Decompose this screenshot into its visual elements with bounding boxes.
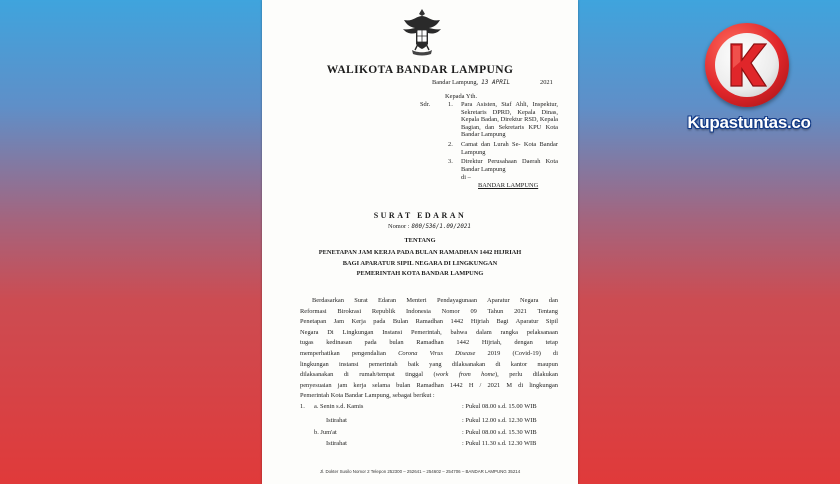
letter-place-date	[432, 79, 510, 86]
letter-page	[262, 0, 578, 484]
background-left-panel	[0, 0, 262, 484]
letter-k-logo-icon	[727, 42, 767, 88]
schedule-row	[262, 440, 578, 450]
body-line: tugas kedinasan pada bulan Ramadhan 1442 Hijriah, dengan tetap	[300, 339, 558, 347]
letter-heading: WALIKOTA BANDAR LAMPUNG	[326, 64, 514, 76]
schedule-label: a. Senin s.d. Kamis	[314, 403, 364, 410]
body-fragment: dilaksanakan di rumah/tempat tinggal (	[300, 371, 436, 379]
schedule-row	[262, 417, 578, 427]
addressee-number: 1.	[448, 101, 453, 108]
body-fragment: ), perlu dilakukan	[495, 371, 558, 379]
schedule-row	[262, 403, 578, 413]
kepada-label: Kepada Yth.	[445, 93, 478, 100]
subject-line: PENETAPAN JAM KERJA PADA BULAN RAMADHAN 1442 HIJRIAH	[318, 249, 522, 256]
schedule-label: Istirahat	[326, 440, 347, 447]
body-italic-fragment: work from home	[435, 371, 495, 379]
schedule-value: : Pukul 08.00 s.d. 15.00 WIB	[462, 403, 537, 410]
addressee-item	[448, 101, 558, 139]
circular-number	[388, 223, 471, 230]
addressee-item	[448, 158, 558, 173]
body-line: penyesuaian jam kerja selama bulan Ramadhan 1442 H / 2021 M di lingkungan	[300, 381, 558, 389]
body-italic-fragment: Corona Virus Disease	[398, 349, 476, 357]
body-line: lingkungan instansi pemerintah baik yang dilaksanakan di kantor maupun	[300, 360, 558, 368]
addressee-item	[448, 141, 558, 156]
schedule-value: : Pukul 08.00 s.d. 15.30 WIB	[462, 429, 537, 436]
schedule-number: 1.	[300, 403, 305, 410]
addressee-text: Para Asisten, Staf Ahli, Inspektur, Sekretaris DPRD, Kepala Dinas, Kepala Badan, Direktur RSD, Kepala Bagian, dan Sekretaris KPU Kota Bandar Lampung	[461, 101, 558, 139]
circular-title: SURAT EDARAN	[373, 211, 467, 220]
body-line: Berdasarkan Surat Edaran Menteri Pendayagunaan Aparatur Negara dan	[312, 297, 558, 304]
subject-block	[262, 248, 578, 280]
brand-name: Kupastuntas.co	[687, 113, 811, 132]
kupastuntas-logo	[705, 23, 789, 107]
body-paragraph	[300, 296, 558, 402]
tentang-label: TENTANG	[404, 237, 436, 244]
body-line: Negara Di Lingkungan Instansi Pemerintah, bahwa dalam rangka pelaksanaan	[300, 328, 558, 336]
handwritten-date: 13 APRIL	[481, 79, 511, 86]
body-line	[300, 349, 558, 360]
schedule-value: : Pukul 11.30 s.d. 12.30 WIB	[462, 440, 537, 447]
subject-line: PEMERINTAH KOTA BANDAR LAMPUNG	[356, 270, 484, 278]
body-line	[300, 370, 558, 381]
logo-inner-circle	[715, 33, 779, 97]
body-line: Reformasi Birokrasi Republik Indonesia Nomor 09 Tahun 2021 Tentang	[300, 307, 558, 315]
addressee-text: Camat dan Lurah Se- Kota Bandar Lampung	[461, 140, 558, 156]
schedule-value: : Pukul 12.00 s.d. 12.30 WIB	[462, 417, 537, 424]
nomor-value: 800/536/1.09/2021	[411, 224, 471, 230]
body-line: Pemerintah Kota Bandar Lampung, sebagai berikut :	[300, 392, 435, 400]
garuda-emblem-icon	[398, 6, 446, 58]
schedule-label: Istirahat	[326, 417, 347, 424]
letter-footer-address: Jl. Dokter Susilo Nomor 2 Telepon 252300 – 252641 – 254602 – 254706 – BANDAR LAMPUNG 35214	[319, 469, 521, 474]
di-label: di –	[461, 174, 471, 181]
addressee-text: Direktur Perusahaan Daerah Kota Bandar Lampung	[461, 158, 558, 173]
nomor-label: Nomor :	[388, 223, 410, 230]
destination-city: BANDAR LAMPUNG	[478, 182, 539, 189]
sdr-label: Sdr.	[420, 101, 431, 108]
place-label: Bandar Lampung,	[432, 79, 479, 86]
addressee-number: 2.	[448, 140, 453, 148]
addressee-number: 3.	[448, 158, 453, 166]
schedule-row	[262, 429, 578, 439]
subject-line: BAGI APARATUR SIPIL NEGARA DI LINGKUNGAN	[342, 259, 498, 267]
body-line: Penetapan Jam Kerja pada Bulan Ramadhan 1442 Hijriah Bagi Aparatur Sipil	[300, 318, 558, 326]
body-fragment: 2019 (Covid-19) di	[487, 349, 558, 357]
body-fragment: memperhatikan pengendalian	[300, 349, 386, 357]
schedule-label: b. Jum'at	[314, 429, 337, 436]
letter-year: 2021	[540, 79, 553, 86]
addressee-list	[448, 101, 558, 175]
